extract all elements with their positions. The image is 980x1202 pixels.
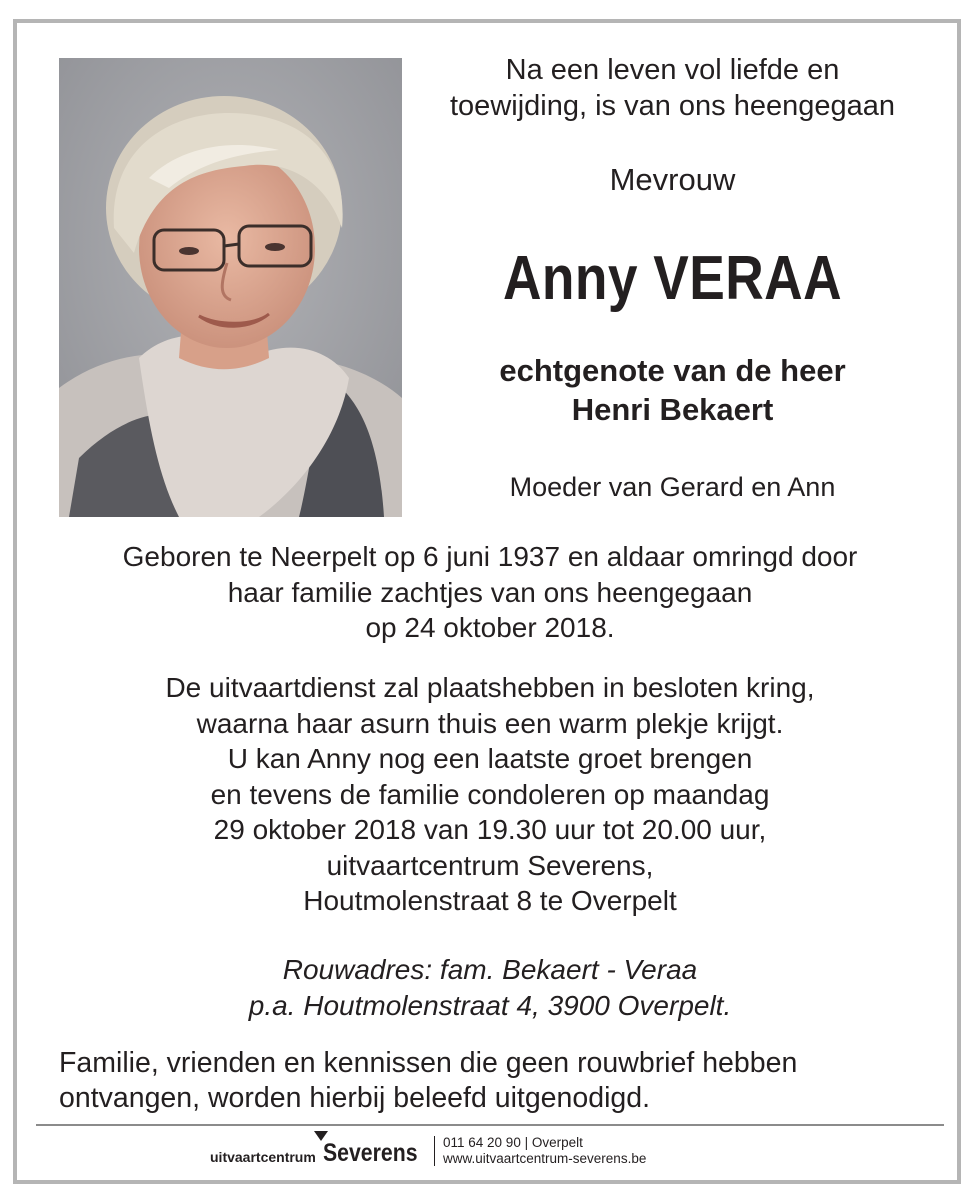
birth-line: op 24 oktober 2018.	[365, 612, 615, 643]
footer-separator	[434, 1136, 435, 1166]
funeral-line: De uitvaartdienst zal plaatshebben in besloten kring,	[165, 672, 815, 703]
address-line: p.a. Houtmolenstraat 4, 3900 Overpelt.	[248, 989, 732, 1021]
contact-phone: 011 64 20 90 | Overpelt	[443, 1135, 583, 1150]
funeral-paragraph	[30, 670, 950, 919]
funeral-line: waarna haar asurn thuis een warm plekje krijgt.	[196, 707, 784, 739]
birth-paragraph	[30, 539, 950, 646]
funeral-line: 29 oktober 2018 van 19.30 uur tot 20.00 uur,	[213, 814, 767, 845]
invite-line: ontvangen, worden hierbij beleefd uitgenodigd.	[59, 1082, 651, 1114]
children-text: Moeder van Gerard en Ann	[509, 472, 836, 502]
funeral-line: uitvaartcentrum Severens,	[326, 849, 654, 881]
logo-brand: Severens	[323, 1139, 418, 1167]
spouse-text	[420, 351, 925, 429]
deceased-name: Anny VERAA	[502, 244, 843, 313]
funeral-line: Houtmolenstraat 8 te Overpelt	[303, 885, 677, 916]
footer-divider	[36, 1124, 944, 1126]
spouse-line: echtgenote van de heer	[499, 353, 846, 388]
portrait-photo	[59, 58, 402, 517]
birth-line: Geboren te Neerpelt op 6 juni 1937 en aldaar omringd door	[122, 541, 858, 572]
logo-subtitle: uitvaartcentrum	[210, 1149, 316, 1165]
funeral-line: en tevens de familie condoleren op maandag	[210, 778, 770, 810]
footer-contact	[443, 1135, 646, 1167]
address-line: Rouwadres: fam. Bekaert - Veraa	[282, 954, 698, 985]
birth-line: haar familie zachtjes van ons heengegaan	[227, 576, 753, 608]
invitation-paragraph	[59, 1046, 939, 1116]
mourning-address	[30, 952, 950, 1023]
intro-line: toewijding, is van ons heengegaan	[450, 90, 895, 122]
invite-line: Familie, vrienden en kennissen die geen rouwbrief hebben	[59, 1047, 798, 1079]
contact-website[interactable]: www.uitvaartcentrum-severens.be	[443, 1151, 647, 1166]
funeral-line: U kan Anny nog een laatste groet brengen	[227, 743, 753, 774]
funeral-home-logo	[210, 1131, 430, 1171]
honorific: Mevrouw	[609, 162, 736, 197]
spouse-line: Henri Bekaert	[571, 392, 774, 427]
intro-text	[420, 52, 925, 124]
intro-line: Na een leven vol liefde en	[505, 54, 840, 86]
